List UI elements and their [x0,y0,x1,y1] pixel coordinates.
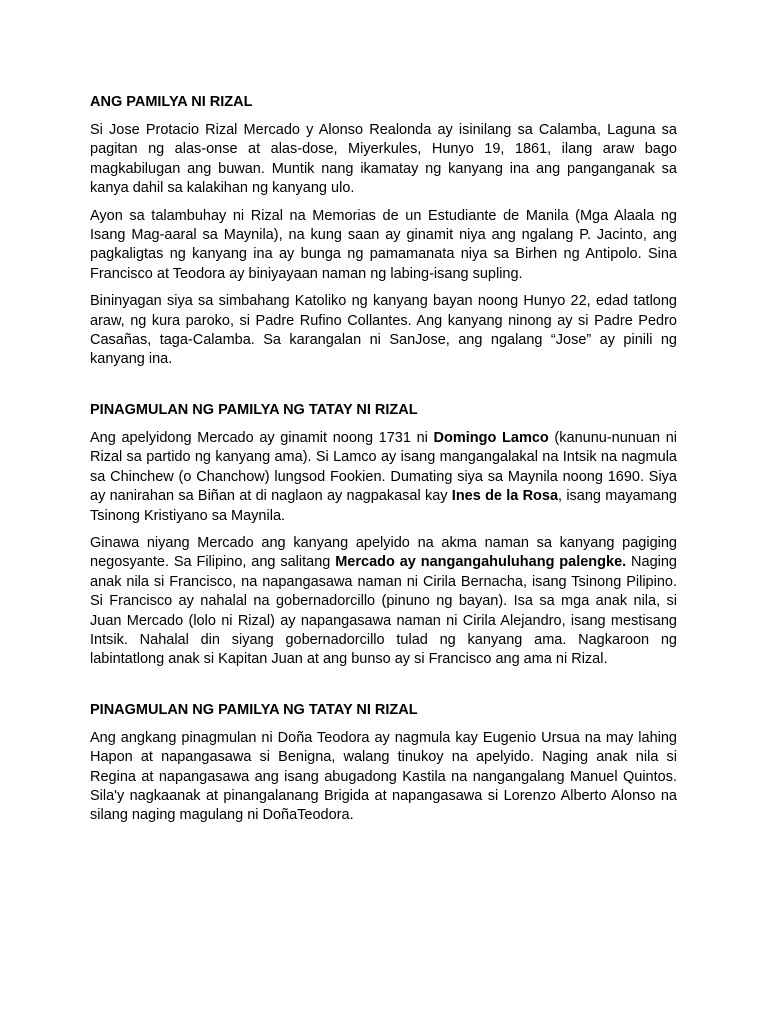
bold-name: Ines de la Rosa [451,488,559,505]
section-heading: PINAGMULAN NG PAMILYA NG TATAY NI RIZAL [90,701,418,718]
paragraph-text: (kanunu-nunuan ni Rizal sa partido ng kanyang ama). Si Lamco ay isang mangangalakal na Intsik na nagmula sa Chinchew (o Chanchow) lungsod Fookien. Dumating siya sa Maynila noong 1690. Siya ay nanirahan sa Biñan at di naglaon ay nagpakasal kay [90,429,677,505]
paragraph-text: Ginawa niyang Mercado ang kanyang apelyido na akma naman sa kanyang pagiging negosyante. Sa Filipino, ang salitang [90,534,677,571]
paragraph-text: Ayon sa talambuhay ni Rizal na Memorias de un Estudiante de Manila (Mga Alaala ng Isang Mag-aaral sa Maynila), na kung saan ay ginamit niya ang ngalang P. Jacinto, ang pagkaligtas ng kanyang ina ay bunga ng pamamanata niya sa Birhen ng Antipolo. Sina Francisco at Teodora ay biniyayaan naman ng labing-isang supling. [90,207,677,282]
paragraph [90,292,677,370]
section-nanay [90,701,677,826]
paragraph-text: Naging anak nila si Francisco, na napangasawa naman ni Cirila Bernacha, isang Tsinong Pilipino. Si Francisco ay nahalal na gobernadorcillo (pinuno ng bayan). Isa sa mga anak nila, si Juan Mercado (lolo ni Rizal) ay napangasawa naman ni Cirila Alejandro, isang mestisang Intsik. Nahalal din siyang gobernadorcillo tulad ng kanyang ama. Nagkaroon ng labintatlong anak si Kapitan Juan at ang bunso ay si Francisco ang ama ni Rizal. [90,554,677,668]
bold-phrase: Mercado ay nangangahuluhang palengke. [335,554,627,571]
section-pamilya [90,93,677,370]
paragraph-text: Si Jose Protacio Rizal Mercado y Alonso Realonda ay isinilang sa Calamba, Laguna sa pagitan ng alas-onse at alas-dose, Miyerkules, Hunyo 19, 1861, ilang araw bago magkabilugan ang buwan. Muntik nang ikamatay ng kanyang ina ang panganganak sa kanya dahil sa kalakihan ng kanyang ulo. [90,122,677,197]
section-heading: PINAGMULAN NG PAMILYA NG TATAY NI RIZAL [90,401,418,418]
paragraph [90,121,677,199]
section-tatay [90,401,677,670]
paragraph-text: Bininyagan siya sa simbahang Katoliko ng kanyang bayan noong Hunyo 22, edad tatlong araw, ng kura paroko, si Padre Rufino Collantes. Ang kanyang ninong ay si Padre Pedro Casañas, taga-Calamba. Sa karangalan ni SanJose, ang ngalang “Jose” ay pinili ng kanyang ina. [90,293,677,368]
paragraph [90,729,677,826]
paragraph [90,534,677,670]
paragraph [90,207,677,285]
section-heading: ANG PAMILYA NI RIZAL [90,94,253,110]
paragraph-text: Ang apelyidong Mercado ay ginamit noong 1731 ni [90,429,434,446]
paragraph [90,429,677,526]
bold-name: Domingo Lamco [433,429,549,446]
paragraph-text: Ang angkang pinagmulan ni Doña Teodora ay nagmula kay Eugenio Ursua na may lahing Hapon at napangasawa si Benigna, walang tinukoy na apelyido. Naging anak nila si Regina at napangasawa ang isang abugadong Kastila na nangangalang Manuel Quintos. Sila'y nagkaanak at pinangalanang Brigida at napangasawa si Lorenzo Alberto Alonso na silang naging magulang ni DoñaTeodora. [90,729,677,824]
paragraph-text: , isang mayamang Tsinong Kristiyano sa Maynila. [90,488,677,524]
document-page [90,93,677,834]
